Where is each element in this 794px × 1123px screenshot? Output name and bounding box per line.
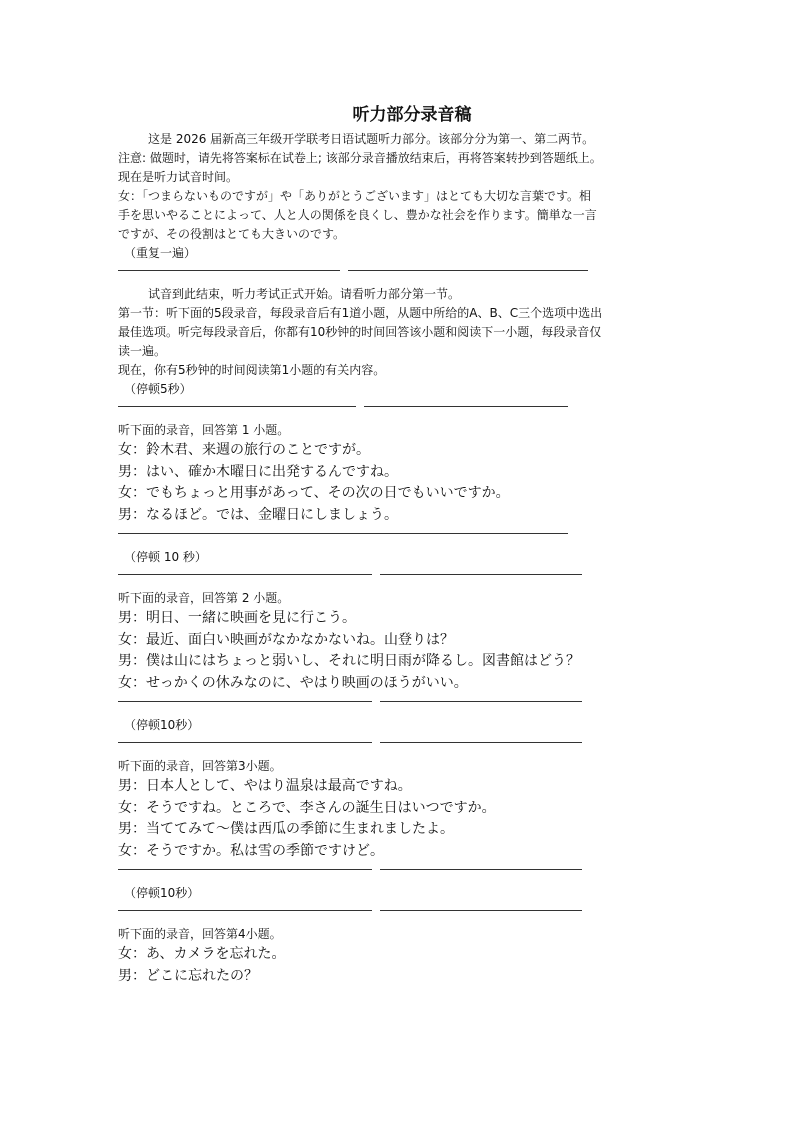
transcript-page [118,96,684,987]
section-line: 第一节：听下面的5段录音，每段录音后有1道小题，从题中所给的A、B、C三个选项中选出 [118,306,603,320]
section-line: 最佳选项。听完每段录音后，你都有10秒钟的时间回答该小题和阅读下一小题，每段录音仅 [118,325,602,339]
dialogue-line: 男：僕は山にはちょっと弱いし、それに明日雨が降るし。図書館はどう？ [118,653,580,669]
pause-note: （停顿5秒） [124,382,192,396]
sample-dialogue-line: ですが、その役割はとても大きいのです。 [118,227,346,241]
separator-rule [118,862,684,874]
dialogue-line: 女：鈴木君、来週の旅行のことですが。 [118,442,370,458]
dialogue-line: 女：あ、カメラを忘れた。 [118,946,286,962]
repeat-note: （重复一遍） [124,246,197,260]
question-heading: 听下面的录音，回答第3小题。 [118,759,282,773]
dialogue-line: 男：日本人として、やはり温泉は最高ですね。 [118,778,412,794]
pause-note: （停顿 10 秒） [124,550,207,564]
separator-rule [118,567,684,579]
question-heading: 听下面的录音，回答第 2 小题。 [118,591,290,605]
dialogue-line: 女：そうですか。私は雪の季節ですけど。 [118,842,384,859]
dialogue-line: 男：明日、一緒に映画を見に行こう。 [118,610,356,626]
separator-rule [118,735,684,747]
intro-line: 这是 2026 届新高三年级开学联考日语试题听力部分。该部分分为第一、第二两节。 [148,132,595,146]
dialogue-line: 女：最近、面白い映画がなかなかないね。山登りは？ [118,631,454,648]
pause-note: （停顿10秒） [124,718,200,732]
dialogue-line: 女：せっかくの休みなのに、やはり映画のほうがいい。 [118,674,468,691]
sample-dialogue-line: 手を思いやることによって、人と人の関係を良くし、豊かな社会を作ります。簡単な一言 [118,208,597,222]
question-heading: 听下面的录音，回答第4小题。 [118,927,282,941]
dialogue-line: 女：でもちょっと用事があって、その次の日でもいいですか。 [118,485,510,501]
separator-rule [118,399,684,411]
section-line: 现在，你有5秒钟的时间阅读第1小题的有关内容。 [118,363,386,377]
dialogue-line: 男：なるほど。では、金曜日にしましょう。 [118,506,398,523]
dialogue-line: 男：はい、確か木曜日に出発するんですね。 [118,463,398,480]
separator-rule [118,694,684,706]
sample-dialogue-line: 女：「つまらないものですが」や「ありがとうございます」はとても大切な言葉です。相 [118,189,592,203]
dialogue-line: 男：どこに忘れたの？ [118,967,258,984]
dialogue-line: 男：当ててみて～僕は西瓜の季節に生まれましたよ。 [118,821,454,837]
pause-note: （停顿10秒） [124,886,200,900]
intro-line: 现在是听力试音时间。 [118,170,239,184]
dialogue-line: 女：そうですね。ところで、李さんの誕生日はいつですか。 [118,799,496,816]
document-title: 听力部分录音稿 [352,105,472,125]
question-heading: 听下面的录音，回答第 1 小题。 [118,423,290,437]
section-line: 读一遍。 [118,344,167,358]
separator-rule [118,903,684,915]
separator-rule [118,526,684,538]
intro-line: 注意: 做题时，请先将答案标在试卷上; 该部分录音播放结束后，再将答案转抄到答题纸上。 [118,151,602,165]
separator-rule [118,263,684,275]
section-line: 试音到此结束，听力考试正式开始。请看听力部分第一节。 [148,287,461,301]
